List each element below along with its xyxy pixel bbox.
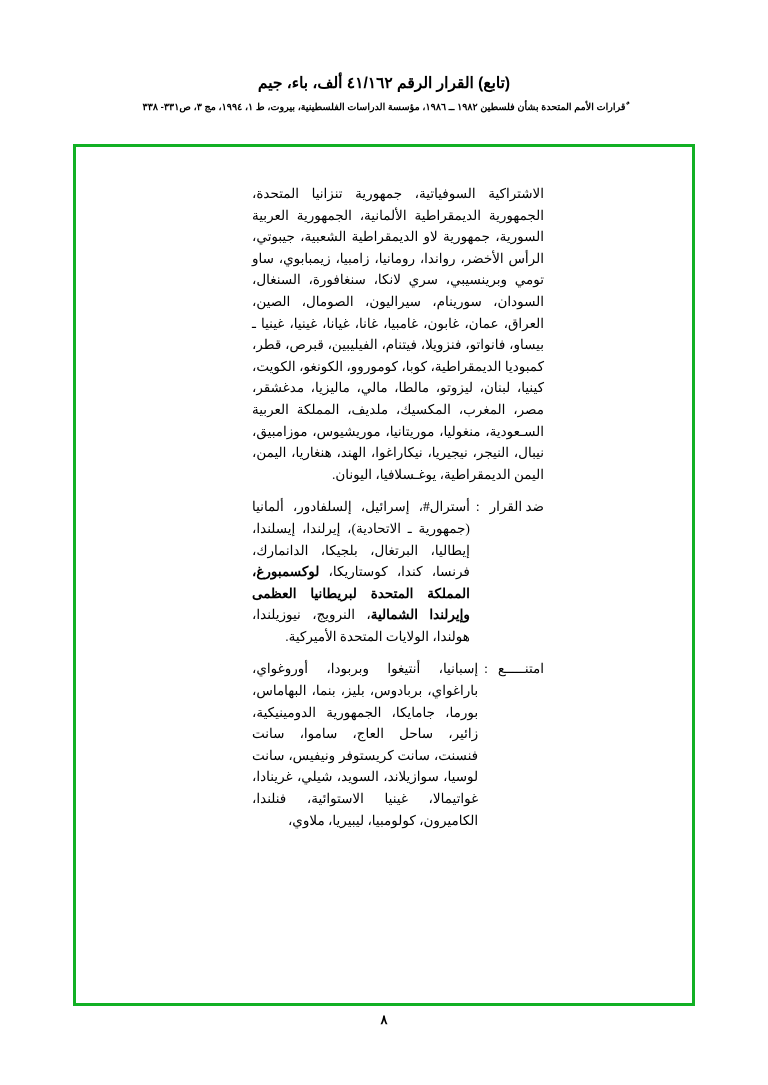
vote-abstain-label: امتنـــــع:: [484, 661, 544, 677]
content-frame: [73, 144, 695, 1006]
document-body: [252, 183, 544, 842]
vote-against-label: ضد القرار:: [475, 499, 544, 515]
page-title: (تابع) القرار الرقم ٤١/١٦٢ ألف، باء، جيم: [257, 75, 511, 92]
page-source-citation: ٌقرارات الأمم المتحدة بشأن فلسطين ١٩٨٢ ــ ١٩٨٦، مؤسسة الدراسات الفلسطينية، بيروت، ط ١، ١٩٩٤، مج ٣، ص٣٣١- ٣٣٨: [142, 102, 626, 113]
paragraph-in-favour-list: الاشتراكية السوفياتية، جمهورية تنزانيا المتحدة، الجمهورية الديمقراطية الألمانية، الجمهورية العربية السورية، جمهورية لاو الديمقراطية الشعبية، جيبوتي، الرأس الأخضر، رواندا، رومانيا، زامبيا، زيمبابوي، ساو تومي وبرينسيبي، سري لانكا، سنغافورة، السنغال، السودان، سورينام، سيراليون، الصومال، الصين، العراق، عمان، غابون، غامبيا، غانا، غيانا، غينيا، غينيا ـ بيساو، فانواتو، فنزويلا، فيتنام، الفيليبين، قبرص، قطر، كمبوديا الديمقراطية، كوبا، كوموروو، الكونغو، الكويت، كينيا، لبنان، ليزوتو، مالطا، مالي، ماليزيا، مدغشقر، مصر، المغرب، المكسيك، ملديف، المملكة العربية السـعودية، منغوليا، موريتانيا، موريشيوس، موزامبيق، نيبال، النيجر، نيجيريا، نيكاراغوا، الهند، هنغاريا، اليمن، اليمن الديمقراطية، يوغـسلافيا، اليونان.: [252, 186, 544, 482]
vote-abstain-block: [252, 658, 544, 831]
page-number: ٨: [380, 1012, 388, 1027]
page-header: [0, 0, 768, 113]
vote-against-text: أسترال#، إسرائيل، إلسلفادور، ألمانيا (جمهورية ـ الاتحادية)، إيرلندا، إيسلندا، إيطاليا، البرتغال، بلجيكا، الدانمارك، فرنسا، كندا، كوستاريكا، لوكسمبورغ، المملكة المتحدة لبريطانيا العظمى وإيرلندا الشمالية، النرويج، نيوزيلندا، هولندا، الولايات المتحدة الأميركية.: [252, 499, 470, 644]
vote-against-block: [252, 496, 544, 647]
vote-abstain-text: إسبانيا، أنتيغوا وبربودا، أوروغواي، باراغواي، بربادوس، بليز، بنما، البهاماس، بورما، جامايكا، الجمهورية الدومينيكية، زائير، ساحل العاج، ساموا، سانت فنسنت، سانت كريستوفر ونيفيس، سانت لوسيا، سوازيلاند، السويد، شيلي، غرينادا، غواتيمالا، غينيا الاستوائية، فنلندا، الكاميرون، كولومبيا، ليبيريا، ملاوي،: [252, 661, 479, 828]
